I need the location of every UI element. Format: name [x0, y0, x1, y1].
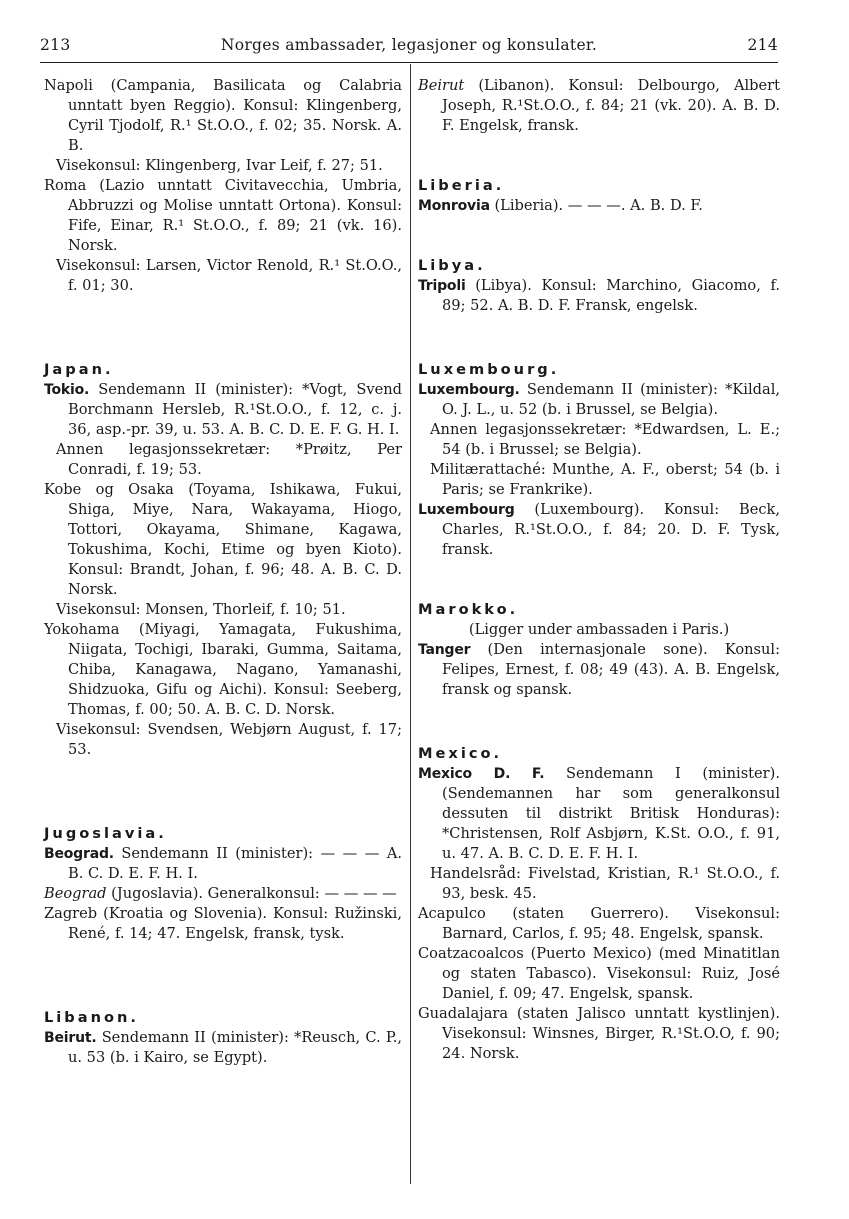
- page-number-right: 214: [747, 36, 778, 54]
- city-luxembourg: Luxembourg.: [418, 382, 520, 398]
- city-beirut-italic: Beirut: [418, 77, 465, 94]
- city-tanger: Tanger: [418, 642, 471, 658]
- section-heading-luxembourg: Luxembourg.: [418, 361, 560, 378]
- entry-beirut-text: Sendemann II (minister): *Reusch, C. P., u. 53 (b. i Kairo, se Egypt).: [68, 1029, 402, 1066]
- entry-monrovia-text: (Liberia). — — —. A. B. D. F.: [494, 197, 703, 214]
- entry-luxembourg-text: Sendemann II (minister): *Kildal, O. J. L., u. 52 (b. i Brussel, se Belgia).: [442, 381, 780, 418]
- entry-beirut: [44, 1028, 402, 1068]
- section-heading-marokko: Marokko.: [418, 601, 519, 618]
- page-number-left: 213: [40, 36, 71, 54]
- city-tokio: Tokio.: [44, 382, 90, 398]
- city-beirut: Beirut.: [44, 1030, 97, 1046]
- section-heading-libya: Libya.: [418, 257, 486, 274]
- entry-yokohama-visekonsul: Visekonsul: Svendsen, Webjørn August, f. 17; 53.: [56, 721, 402, 758]
- entry-beograd-gk: [44, 884, 402, 904]
- city-beograd-italic: Beograd: [44, 885, 107, 902]
- entry-tanger: [418, 640, 780, 700]
- entry-luxembourg-militaer: Militærattaché: Munthe, A. F., oberst; 54 (b. i Paris; se Frankrike).: [430, 461, 780, 498]
- entry-tokio-text: Sendemann II (minister): *Vogt, Svend Borchmann Hersleb, R.¹St.O.O., f. 12, c. j. 36, asp.-pr. 39, u. 53. A. B. C. D. E. F. G. H. I.: [68, 381, 402, 438]
- entry-monrovia: [418, 196, 780, 216]
- section-heading-liberia: Liberia.: [418, 177, 505, 194]
- entry-beirut-konsul: [418, 76, 780, 136]
- left-column: [44, 76, 402, 1068]
- entry-zagreb: Zagreb (Kroatia og Slovenia). Konsul: Ružinski, René, f. 14; 47. Engelsk, fransk, tysk.: [44, 905, 402, 942]
- entry-beograd-gk-text: (Jugoslavia). Generalkonsul: — — — —: [111, 885, 397, 902]
- entry-coatzacoalcos: Coatzacoalcos (Puerto Mexico) (med Minatitlan og staten Tabasco). Visekonsul: Ruiz, José Daniel, f. 09; 47. Engelsk, spansk.: [418, 945, 780, 1002]
- entry-beirut-konsul-text: (Libanon). Konsul: Delbourgo, Albert Joseph, R.¹St.O.O., f. 84; 21 (vk. 20). A. B. D. F. Engelsk, fransk.: [442, 77, 780, 134]
- entry-mexico: [418, 764, 780, 864]
- header-rule: [40, 62, 778, 63]
- entry-napoli: Napoli (Campania, Basilicata og Calabria unntatt byen Reggio). Konsul: Klingenberg, Cyril Tjodolf, R.¹ St.O.O., f. 02; 35. Norsk. A. B.: [44, 77, 402, 154]
- section-heading-mexico: Mexico.: [418, 745, 503, 762]
- entry-acapulco: Acapulco (staten Guerrero). Visekonsul: Barnard, Carlos, f. 95; 48. Engelsk, spansk.: [418, 905, 780, 942]
- entry-mexico-text: Sendemann I (minister). (Sendemannen har som generalkonsul dessuten til distrikt Britisk Honduras): *Christensen, Rolf Asbjørn, K.St. O.O., f. 91, u. 47. A. B. C. D. E. F. H. I.: [442, 765, 780, 862]
- entry-luxembourg-annen: Annen legasjonssekretær: *Edwardsen, L. E.; 54 (b. i Brussel; se Belgia).: [430, 421, 780, 458]
- entry-luxembourg-konsul: [418, 500, 780, 560]
- section-heading-jugoslavia: Jugoslavia.: [44, 825, 167, 842]
- entry-luxembourg-konsul-text: (Luxembourg). Konsul: Beck, Charles, R.¹St.O.O., f. 84; 20. D. F. Tysk, fransk.: [442, 501, 780, 558]
- entry-tokio-annen: Annen legasjonssekretær: *Prøitz, Per Conradi, f. 19; 53.: [56, 441, 402, 478]
- entry-roma-visekonsul: Visekonsul: Larsen, Victor Renold, R.¹ St.O.O., f. 01; 30.: [56, 257, 402, 294]
- entry-napoli-visekonsul: Visekonsul: Klingenberg, Ivar Leif, f. 27; 51.: [56, 157, 383, 174]
- entry-mexico-handelsraad: Handelsråd: Fivelstad, Kristian, R.¹ St.O.O., f. 93, besk. 45.: [430, 865, 780, 902]
- right-column: [418, 76, 780, 1064]
- entry-tanger-text: (Den internasjonale sone). Konsul: Felipes, Ernest, f. 08; 49 (43). A. B. Engelsk, fransk og spansk.: [442, 641, 781, 698]
- entry-guadalajara: Guadalajara (staten Jalisco unntatt kystlinjen). Visekonsul: Winsnes, Birger, R.¹St.O.O, f. 90; 24. Norsk.: [418, 1005, 780, 1062]
- entry-roma: Roma (Lazio unntatt Civitavecchia, Umbria, Abbruzzi og Molise unntatt Ortona). Konsul: Fife, Einar, R.¹ St.O.O., f. 89; 21 (vk. 16). Norsk.: [44, 177, 402, 254]
- entry-kobe: Kobe og Osaka (Toyama, Ishikawa, Fukui, Shiga, Miye, Nara, Wakayama, Hiogo, Tottori, Okayama, Shimane, Kagawa, Tokushima, Kochi, Etime og byen Kioto). Konsul: Brandt, Johan, f. 96; 48. A. B. C. D. Norsk.: [44, 481, 402, 598]
- entry-beograd: [44, 844, 402, 884]
- entry-luxembourg: [418, 380, 780, 420]
- section-heading-libanon: Libanon.: [44, 1009, 139, 1026]
- section-heading-japan: Japan.: [44, 361, 114, 378]
- page-header: [40, 36, 778, 60]
- entry-tokio: [44, 380, 402, 440]
- city-monrovia: Monrovia: [418, 198, 490, 214]
- marokko-note: (Ligger under ambassaden i Paris.): [468, 621, 730, 638]
- city-luxembourg-2: Luxembourg: [418, 502, 515, 518]
- city-beograd: Beograd.: [44, 846, 114, 862]
- city-tripoli: Tripoli: [418, 278, 466, 294]
- entry-yokohama: Yokohama (Miyagi, Yamagata, Fukushima, Niigata, Tochigi, Ibaraki, Gumma, Saitama, Chiba, Kanagawa, Nagano, Yamanashi, Shidzuoka, Gifu og Aichi). Konsul: Seeberg, Thomas, f. 00; 50. A. B. C. D. Norsk.: [44, 621, 402, 718]
- column-divider: [410, 64, 411, 1184]
- running-title: Norges ambassader, legasjoner og konsulater.: [220, 36, 598, 54]
- entry-kobe-visekonsul: Visekonsul: Monsen, Thorleif, f. 10; 51.: [56, 601, 346, 618]
- entry-tripoli: [418, 276, 780, 316]
- entry-beograd-text: Sendemann II (minister): — — — A. B. C. D. E. F. H. I.: [68, 845, 403, 882]
- entry-tripoli-text: (Libya). Konsul: Marchino, Giacomo, f. 89; 52. A. B. D. F. Fransk, engelsk.: [442, 277, 781, 314]
- city-mexico: Mexico D. F.: [418, 766, 545, 782]
